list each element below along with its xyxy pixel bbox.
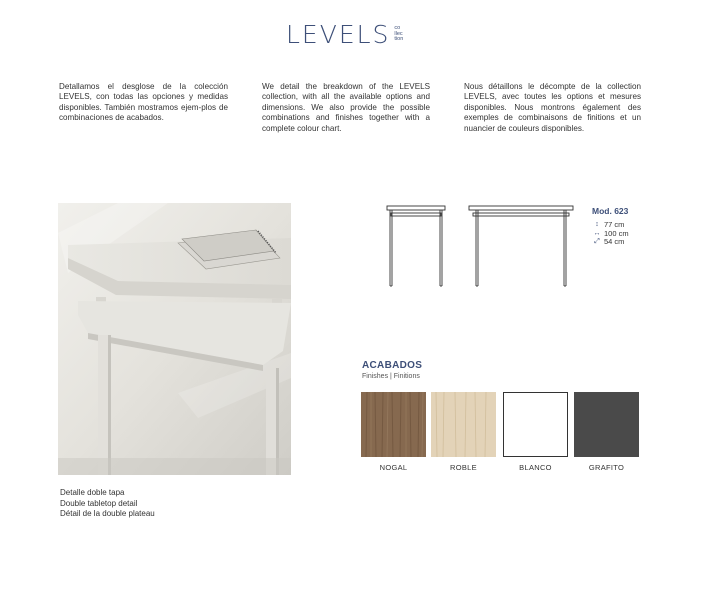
swatch-label-grafito: GRAFITO	[588, 463, 625, 472]
swatch-label-roble: ROBLE	[450, 463, 477, 472]
swatch-label-blanco: BLANCO	[519, 463, 552, 472]
side-view-drawing	[467, 204, 575, 293]
collection-logo	[286, 22, 403, 47]
swatch-nogal	[361, 392, 426, 457]
swatch-blanco	[503, 392, 568, 457]
logo-sub-line: co	[394, 25, 401, 32]
depth-value: 54 cm	[604, 237, 625, 247]
intro-french: Nous détaillons le décompte de la collection LEVELS, avec toutes les options et mesures disponibles. Nous montrons également des exemples de combinaisons de finitions et un nuancier de couleurs disponibles.	[464, 82, 641, 133]
finishes-title: ACABADOS	[362, 360, 423, 371]
horizontal-arrows-icon: ↔	[593, 229, 601, 237]
swatch-grafito	[574, 392, 639, 457]
logo-sub-line: tion	[394, 36, 404, 43]
front-view-drawing	[385, 204, 447, 293]
logo-word: LEVELS	[286, 20, 391, 49]
model-specs	[592, 206, 629, 247]
width-value: 100 cm	[604, 228, 629, 238]
photo-caption	[60, 488, 155, 520]
swatch-roble	[431, 392, 496, 457]
product-photo	[58, 203, 291, 475]
model-title: Mod. 623	[592, 206, 629, 216]
intro-spanish: Detallamos el desglose de la colección LEVELS, con todas las opciones y medidas disponibles. También mostramos ejem-plos de combinaciones de acabados.	[59, 82, 228, 123]
caption-english: Double tabletop detail	[60, 498, 138, 508]
intro-english: We detail the breakdown of the LEVELS collection, with all the available options and dimensions. We also provide the possible combinations and finishes together with a complete colour chart.	[262, 82, 430, 133]
vertical-arrows-icon: ↕	[595, 221, 599, 228]
logo-sub-line: llec	[394, 30, 403, 37]
depth-spec	[592, 238, 629, 247]
swatch-label-nogal: NOGAL	[379, 463, 408, 472]
diagonal-arrows-icon: ⤢	[594, 238, 600, 246]
height-value: 77 cm	[604, 220, 625, 229]
finishes-subtitle: Finishes | Finitions	[362, 373, 420, 380]
caption-french: Détail de la double plateau	[60, 509, 155, 518]
caption-spanish: Detalle doble tapa	[60, 488, 125, 497]
logo-subtitle	[394, 26, 403, 43]
